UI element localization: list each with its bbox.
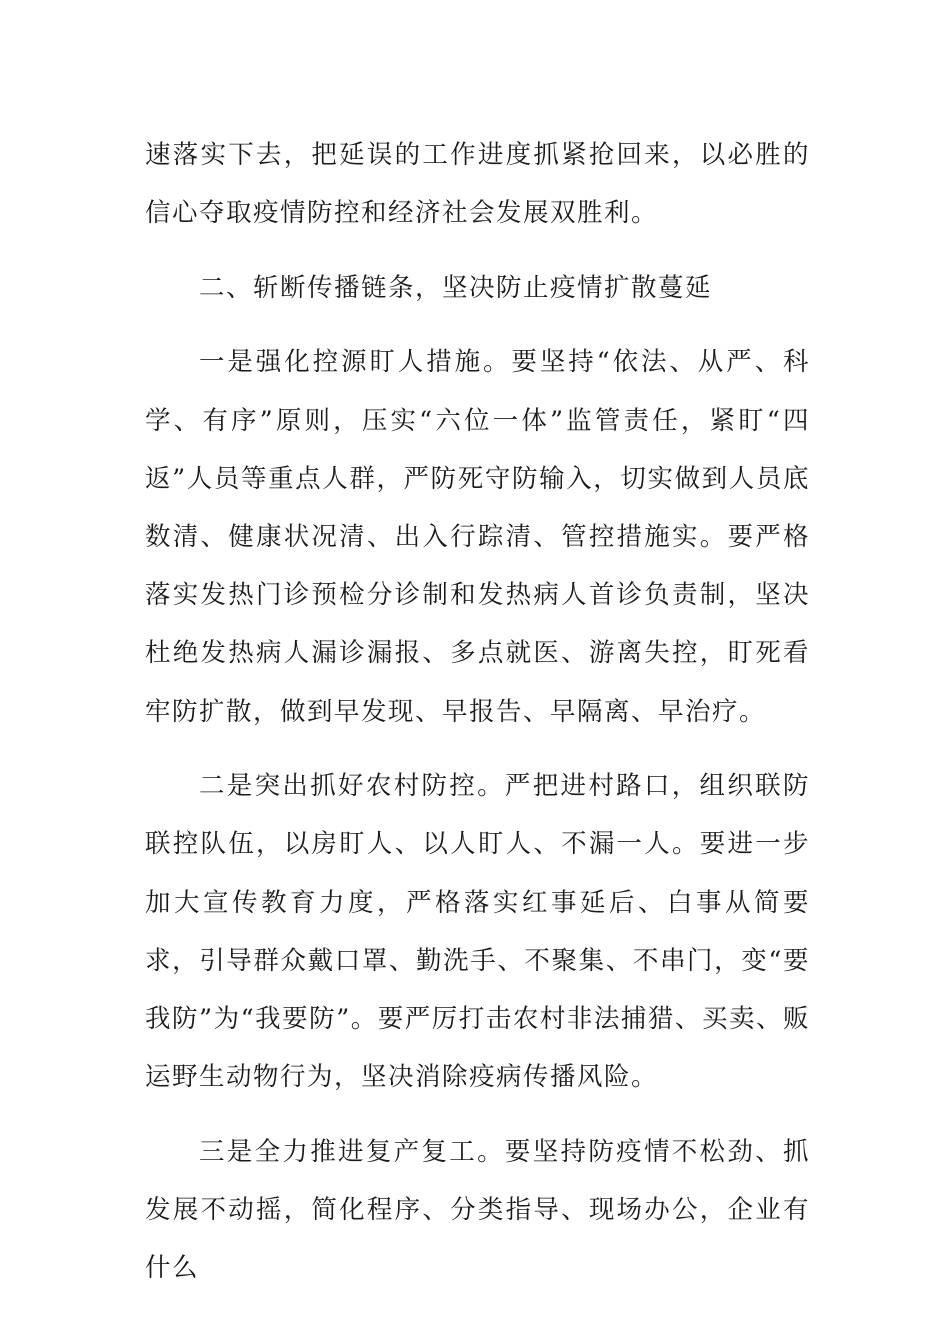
section-heading: 二、斩断传播链条，坚决防止疫情扩散蔓延 [199, 272, 713, 303]
document-body [145, 126, 810, 1314]
paragraph-point-two: 二是突出抓好农村防控。严把进村路口，组织联防联控队伍，以房盯人、以人盯人、不漏一人。要进一步加大宣传教育力度，严格落实红事延后、白事从简要求，引导群众戴口罩、勤洗手、不聚集、不串门，变“要我防”为“我要防”。要严厉打击农村非法捕猎、买卖、贩运野生动物行为，坚决消除疫病传播风险。 [145, 771, 810, 1093]
paragraph-point-one: 一是强化控源盯人措施。要坚持“依法、从严、科学、有序”原则，压实“六位一体”监管责任，紧盯“四返”人员等重点人群，严防死守防输入，切实做到人员底数清、健康状况清、出入行踪清、管控措施实。要严格落实发热门诊预检分诊制和发热病人首诊负责制，坚决杜绝发热病人漏诊漏报、多点就医、游离失控，盯死看牢防扩散，做到早发现、早报告、早隔离、早治疗。 [145, 347, 810, 727]
paragraph-continuation: 速落实下去，把延误的工作进度抓紧抢回来，以必胜的信心夺取疫情防控和经济社会发展双胜利。 [145, 140, 810, 229]
paragraph-point-three: 三是全力推进复产复工。要坚持防疫情不松劲、抓发展不动摇，简化程序、分类指导、现场办公，企业有什么 [145, 1136, 810, 1284]
